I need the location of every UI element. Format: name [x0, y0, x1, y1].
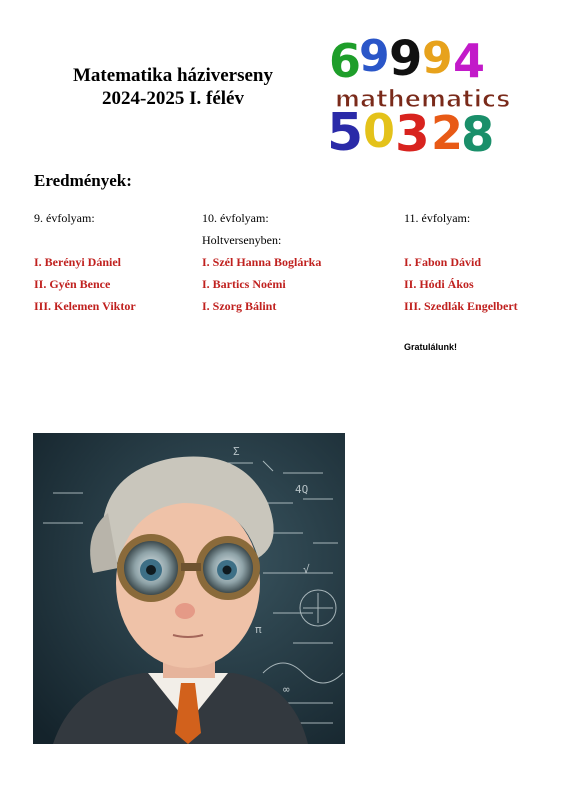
svg-text:6: 6 — [329, 34, 362, 88]
svg-text:9: 9 — [359, 31, 390, 82]
winner-3: I. Szorg Bálint — [202, 299, 277, 313]
svg-text:mathematics: mathematics — [335, 85, 511, 113]
svg-text:4Q: 4Q — [295, 483, 309, 496]
results-heading: Eredmények: — [34, 171, 132, 190]
grade-9-column — [34, 210, 136, 320]
column-spacer — [404, 232, 518, 254]
mathematics-logo-image — [327, 31, 511, 163]
tie-note: Holtversenyben: — [202, 233, 282, 247]
svg-text:3: 3 — [395, 105, 430, 163]
svg-text:2: 2 — [431, 106, 464, 160]
winner-2: II. Gyén Bence — [34, 277, 111, 291]
svg-text:5: 5 — [327, 103, 364, 163]
svg-text:0: 0 — [363, 104, 396, 158]
svg-text:4: 4 — [453, 34, 486, 88]
title-line-2: 2024-2025 I. félév — [102, 88, 244, 109]
title-line-1: Matematika háziverseny — [73, 65, 273, 86]
winner-3: III. Szedlák Engelbert — [404, 299, 518, 313]
grade-label: 11. évfolyam: — [404, 211, 471, 225]
grade-10-column — [202, 210, 321, 320]
svg-text:9: 9 — [422, 33, 453, 84]
winner-1: I. Fabon Dávid — [404, 255, 482, 269]
grade-label: 9. évfolyam: — [34, 211, 95, 225]
winner-2: I. Bartics Noémi — [202, 277, 286, 291]
congratulations-text: Gratulálunk! — [404, 342, 458, 352]
winner-2: II. Hódi Ákos — [404, 277, 474, 291]
grade-11-column — [404, 210, 518, 320]
svg-text:π: π — [255, 623, 262, 636]
grade-label: 10. évfolyam: — [202, 211, 269, 225]
svg-text:8: 8 — [461, 107, 495, 163]
svg-text:√: √ — [303, 563, 310, 576]
svg-text:9: 9 — [389, 31, 423, 87]
svg-text:Σ: Σ — [233, 445, 240, 458]
winner-1: I. Berényi Dániel — [34, 255, 121, 269]
winner-1: I. Szél Hanna Boglárka — [202, 255, 322, 269]
page-title — [60, 64, 286, 110]
column-spacer — [34, 232, 136, 254]
winner-3: III. Kelemen Viktor — [34, 299, 136, 313]
math-boy-illustration — [33, 433, 345, 744]
svg-text:∞: ∞ — [283, 683, 290, 696]
